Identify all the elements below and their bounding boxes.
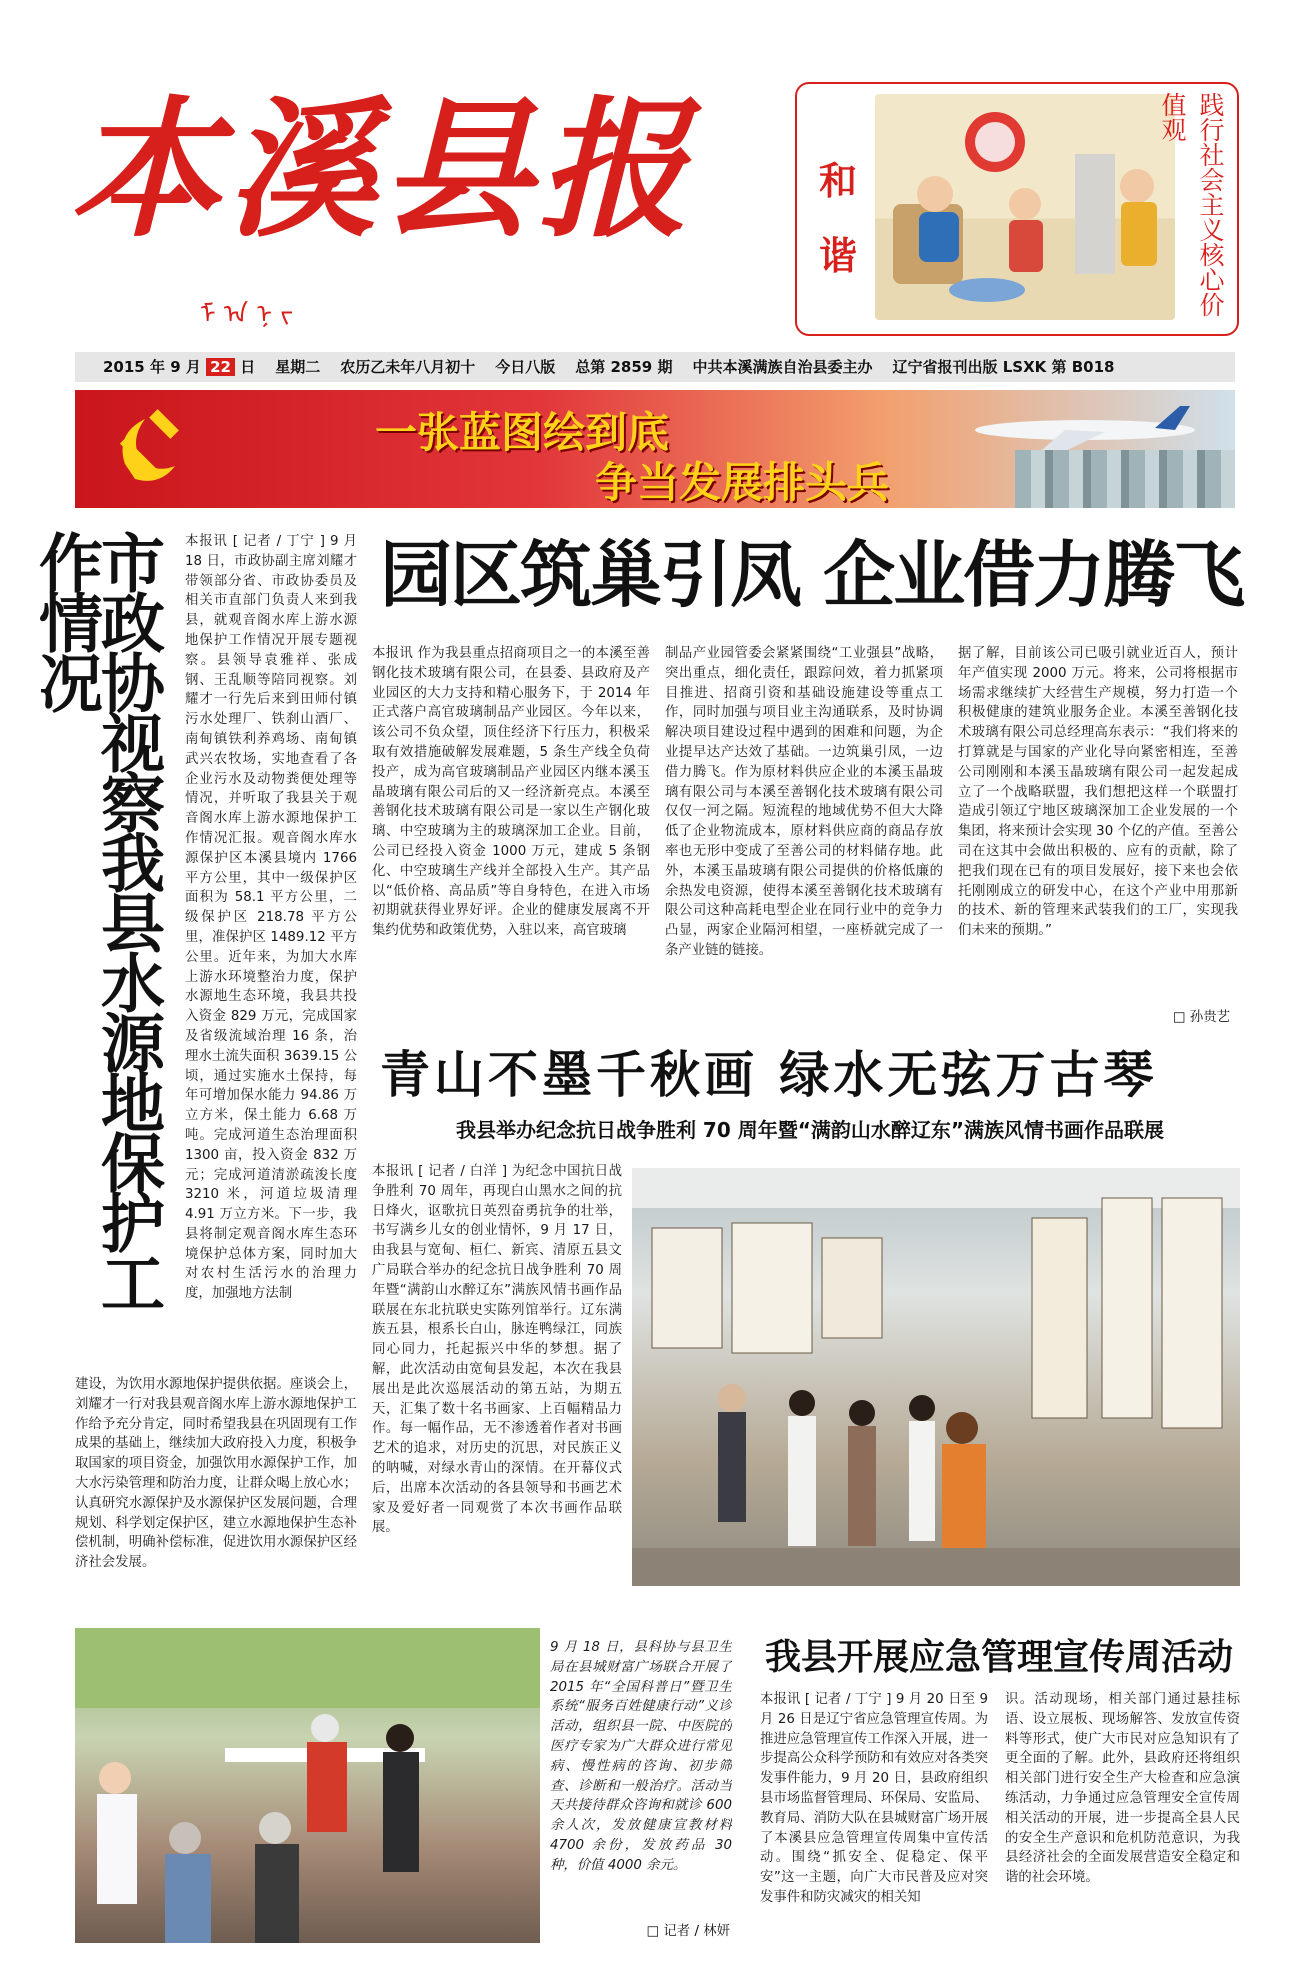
- main-article-byline: □ 孙贵艺: [1172, 1010, 1230, 1025]
- photo-caption-byline: □ 记者 / 林妍: [646, 1924, 730, 1939]
- health-event-photo: [75, 1628, 540, 1943]
- sponsor: 中共本溪满族自治县委主办: [692, 358, 873, 376]
- art-article-col1: 本报讯 [ 记者 / 白洋 ] 为纪念中国抗日战争胜利 70 周年，再现白山黑水之间的抗日烽火，讴歌抗日英烈奋勇抗争的壮举，书写满乡儿女的创业情怀，9 月 17 日，由我县与宽甸、桓仁、新宾、清原五县文广局联合举办的纪念抗日战争胜利 70 周年暨“满韵山水醉辽东”满族风情书画作品联展在东北抗联史实陈列馆举行。辽东满族五县，根系长白山，脉连鸭绿江，同族同心同力，托起振兴中华的梦想。据了解，此次活动由宽甸县发起，本次在我县展出是此次巡展活动的第五站，为期五天，汇集了数十名书画家、上百幅精品力作。每一幅作品，无不渗透着作者对书画艺术的追求，对历史的沉思，对民族正义的呐喊，对绿水青山的深情。在开幕仪式后，出席本次活动的各县领导和书画艺术家及爱好者一同观赏了本次书画作品联展。: [372, 1164, 622, 1536]
- license: 辽宁省报刊出版 LSXK 第 B018: [892, 358, 1115, 376]
- ad-illustration: [875, 94, 1175, 320]
- clinic-scene-icon: [75, 1628, 540, 1943]
- art-article-headline: 青山不墨千秋画 绿水无弦万古琴: [380, 1045, 1158, 1104]
- ad-slogan: 践行社会主义核心价值观: [1158, 92, 1225, 317]
- exhibition-photo: [632, 1168, 1240, 1586]
- main-article-col1: 本报讯 作为我县重点招商项目之一的本溪至善钢化技术玻璃有限公司，在县委、县政府及产业园区的大力支持和精心服务下，于 2014 年正式落户高官玻璃制品产业园区。今年以来，该公司不负众望，顶住经济下行压力，积极采取有效措施破解发展难题，5 条生产线全负荷投产，成为高官玻璃制品产业园区内继本溪玉晶玻璃有限公司后的又一经济新亮点。本溪至善钢化技术玻璃有限公司是一家以生产钢化玻璃、中空玻璃为主的玻璃深加工企业。目前，公司已经投入资金 1000 万元，建成 5 条钢化、中空玻璃生产线并全部投入生产。其产品以“低价格、高品质”等自身特色，在进入市场初期就获得业界好评。企业的健康发展离不开集约优势和政策优势，入驻以来，高官玻璃: [372, 646, 650, 939]
- left-article-col2: 建设，为饮用水源地保护提供依据。座谈会上，刘耀才一行对我县观音阁水库上游水源地保护工作给予充分肯定，同时希望我县在巩固现有工作成果的基础上，继续加大政府投入力度，积极争取国家的项目资金，加强饮用水源保护工作，加大水污染管理和防治力度，让群众喝上放心水；认真研究水源保护及水源保护区发展问题，合理规划、科学划定保护区，建立水源地保护生态补偿机制，明确补偿标准，促进饮用水源保护区经济社会发展。: [75, 1377, 357, 1571]
- date-weekday: 星期二: [275, 358, 321, 376]
- left-article-col1: 本报讯 [ 记者 / 丁宁 ] 9 月 18 日，市政协副主席刘耀才带领部分省、市政协委员及相关市直部门负责人来到我县，就观音阁水库上游水源地保护工作情况开展专题视察。县领导袁雅祥、张成钢、王乱顺等陪同视察。刘耀才一行先后来到田师付镇污水处理厂、铁刹山酒厂、南甸镇铁利养鸡场、南甸镇武兴农牧场，实地查看了各企业污水及动物粪便处理等情况，并听取了我县关于观音阁水库上游水源地保护工作情况汇报。观音阁水库水源保护区本溪县境内 1766 平方公里，其中一级保护区面积为 58.1 平方公里，二级保护区 218.78 平方公里，准保护区 1489.12 平方公里。近年来，为加大水库上游水环境整治力度，保护水源地生态环境，我县共投入资金 829 万元，完成国家及省级流域治理 16 条，治理水土流失面积 3639.15 公顷，通过实施水土保持，每年可增加保水能力 94.86 万立方米，保土能力 6.68 万吨。完成河道生态治理面积 1300 亩，投入资金 832 万元；完成河道清淤疏浚长度 3210 米，河道垃圾清理 4.91 万立方米。下一步，我县将制定观音阁水库生态环境保护总体方案，同时加大对农村生活污水的治理力度，加强地方法制: [185, 534, 357, 1302]
- issue-number: 总第 2859 期: [575, 358, 673, 376]
- art-article-subhead: 我县举办纪念抗日战争胜利 70 周年暨“满韵山水醉辽东”满族风情书画作品联展: [455, 1118, 1165, 1142]
- main-article-col2: 制品产业园管委会紧紧围绕“工业强县”战略，突出重点，细化责任，跟踪问效，着力抓紧项目推进、招商引资和基础设施建设等重点工作，同时加强与项目业主沟通联系，及时协调解决项目建设过程中遇到的困难和问题，为企业提早达产达效了基础。一边筑巢引凤，一边借力腾飞。作为原材料供应企业的本溪玉晶玻璃有限公司与本溪至善钢化技术玻璃有限公司仅仅一河之隔。短流程的地域优势不但大大降低了企业物流成本，原材料供应商的商品存放率也无形中变成了至善公司的材料储存地。此外，本溪玉晶玻璃有限公司提供的价格低廉的余热发电资源，使得本溪至善钢化技术玻璃有限公司这种高耗电型企业在同行业中的竞争力凸显，两家企业隔河相望，一座桥就完成了一条产业链的链接。: [665, 646, 943, 958]
- left-article-headline: 市政协视察我县水源地保护工作情况: [28, 530, 165, 1310]
- date-day: 22: [206, 358, 235, 376]
- family-illustration-icon: [875, 94, 1175, 320]
- banner-line-2: 争当发展排头兵: [595, 458, 890, 507]
- date-year-month: 2015 年 9 月 22 日: [103, 358, 256, 376]
- dateline: [75, 352, 1235, 382]
- mongolian-title: ᠮ ᠠ ᠨ ᠵ: [200, 300, 294, 330]
- ad-harmony-word: 和谐: [818, 159, 857, 278]
- banner: [75, 390, 1235, 508]
- exhibition-scene-icon: [632, 1168, 1240, 1586]
- city-skyline: [1015, 450, 1235, 508]
- page-count: 今日八版: [495, 358, 556, 376]
- banner-line-1: 一张蓝图绘到底: [375, 408, 670, 457]
- photo-caption: 9 月 18 日，县科协与县卫生局在县城财富广场联合开展了 2015 年“全国科普日”暨卫生系统“服务百姓健康行动”义诊活动，组织县一院、中医院的医疗专家为广大群众进行常见病、慢性病的咨询、初步筛查、诊断和一般治疗。活动当天共接待群众咨询和就诊 600 余人次，发放健康宣教材料 4700 余份，发放药品 30 种，价值 4000 余元。: [550, 1640, 732, 1873]
- ad-box: [795, 82, 1239, 336]
- emergency-article-col2: 识。活动现场，相关部门通过悬挂标语、设立展板、现场解答、发放宣传资料等形式，使广大市民对应急知识有了更全面的了解。此外，县政府还将组织相关部门进行安全生产大检查和应急演练活动，力争通过应急管理安全宣传周相关活动的开展，进一步提高全县人民的安全生产意识和危机防范意识，为我县经济社会的全面发展营造安全稳定和谐的社会环境。: [1005, 1692, 1240, 1886]
- newspaper-title: 本溪县报: [70, 82, 695, 258]
- date-lunar: 农历乙未年八月初十: [340, 358, 476, 376]
- main-article-col3: 据了解，目前该公司已吸引就业近百人，预计年产值实现 2000 万元。将来，公司将根据市场需求继续扩大经营生产规模，努力打造一个积极健康的建筑业服务企业。本溪至善钢化技术玻璃有限公司总经理高东表示：“我们将来的打算就是与国家的产业化导向紧密相连，至善公司刚刚和本溪玉晶玻璃有限公司一起发起成立了一个战略联盟，我们想把这样一个联盟打造成引领辽宁地区玻璃深加工企业发展的一个集团，将来预计会实现 30 个亿的产值。至善公司在这其中会做出积极的、应有的贡献，除了把我们现在已有的项目发展好，接下来也会依托刚刚成立的研发中心，在这个产业中用那新的技术、新的管理来武装我们的工厂，实现我们未来的预期。”: [958, 646, 1238, 939]
- emergency-article-col1: 本报讯 [ 记者 / 丁宁 ] 9 月 20 日至 9 月 26 日是辽宁省应急管理宣传周。为推进应急管理宣传工作深入开展，进一步提高公众科学预防和有效应对各类突发事件能力，9 月 20 日，县政府组织县市场监督管理局、环保局、安监局、教育局、消防大队在县城财富广场开展了本溪县应急管理宣传周集中宣传活动。围绕“抓安全、促稳定、保平安”这一主题，向广大市民普及应对突发事件和防灾减灾的相关知: [760, 1692, 988, 1905]
- airplane-icon: [955, 398, 1205, 458]
- main-article-headline: 园区筑巢引凤 企业借力腾飞: [380, 532, 1244, 617]
- emergency-article-headline: 我县开展应急管理宣传周活动: [765, 1636, 1234, 1678]
- hammer-sickle-icon: [105, 404, 195, 494]
